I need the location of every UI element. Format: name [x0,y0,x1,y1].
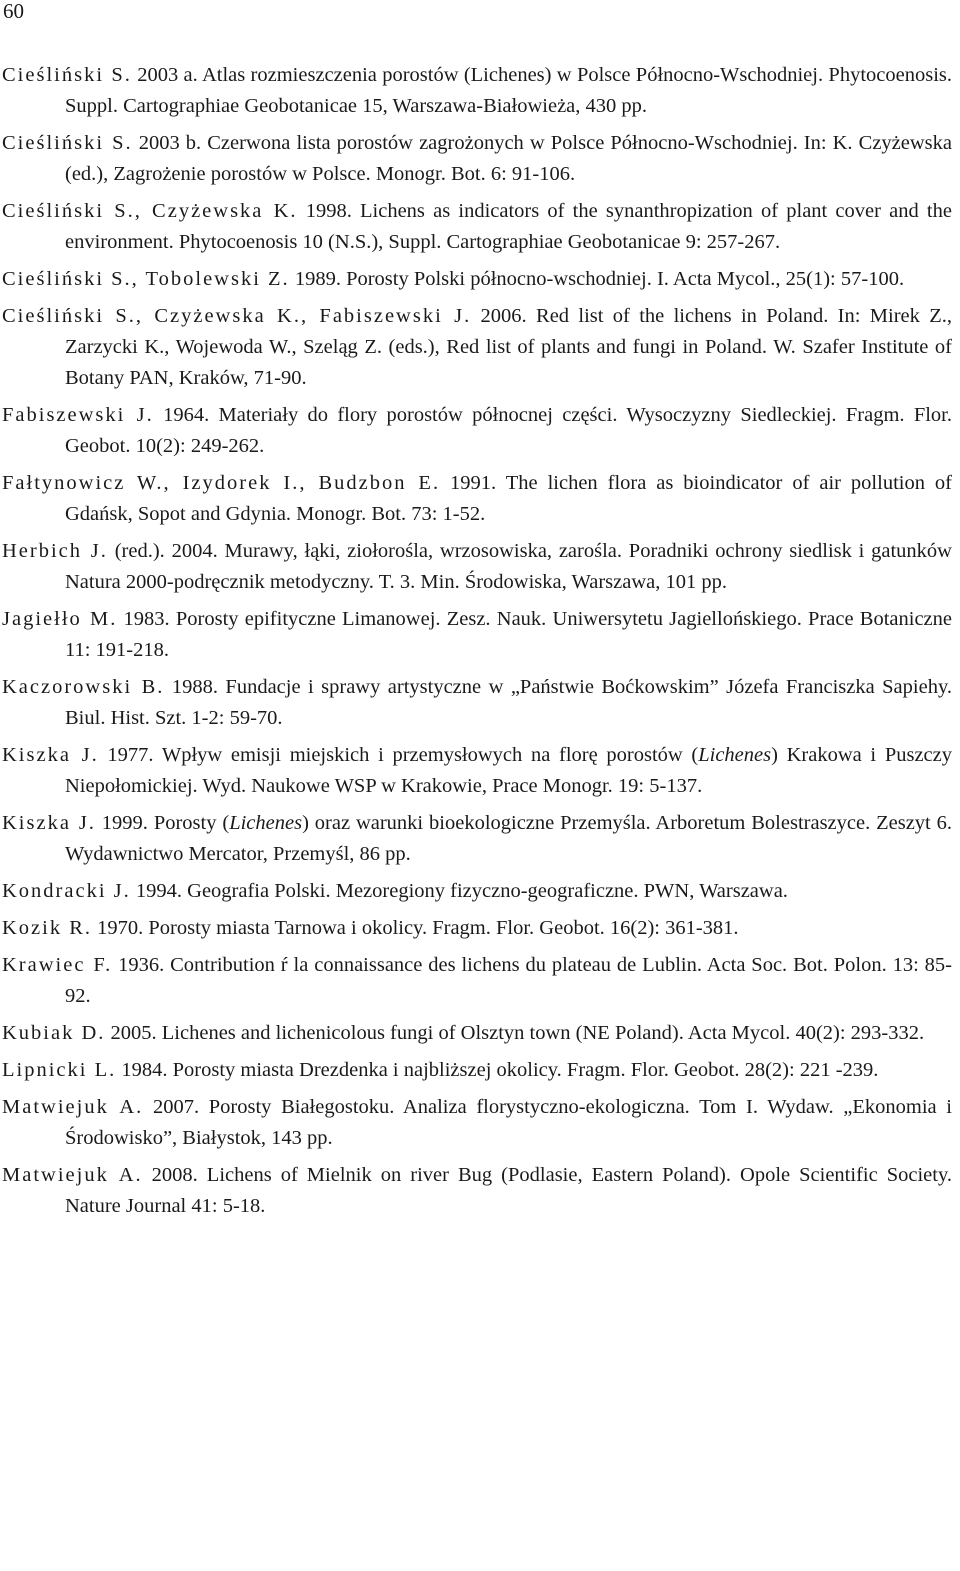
reference-author: Herbich J. [2,540,108,562]
reference-entry [2,740,952,802]
reference-entry [2,468,952,530]
reference-italic-taxon: Lichenes [698,744,772,766]
reference-text: 2003 b. Czerwona lista porostów zagrożonych w Polsce Północno-Wschodniej. In: K. Czyżewska (ed.), Zagrożenie porostów w Polsce. Monogr. Bot. 6: 91-106. [65,132,952,185]
reference-entry [2,196,952,258]
reference-text: 1989. Porosty Polski północno-wschodniej. I. Acta Mycol., 25(1): 57-100. [289,268,905,290]
reference-entry [2,60,952,122]
reference-text: (red.). 2004. Murawy, łąki, ziołorośla, wrzosowiska, zarośla. Poradniki ochrony siedlisk i gatunków Natura 2000-podręcznik metodyczny. T. 3. Min. Środowiska, Warszawa, 101 pp. [65,540,952,593]
reference-text: 1998. Lichens as indicators of the synanthropization of plant cover and the environment. Phytocoenosis 10 (N.S.), Suppl. Cartographiae Geobotanicae 9: 257-267. [65,200,952,253]
reference-text: 1991. The lichen flora as bioindicator of air pollution of Gdańsk, Sopot and Gdynia. Monogr. Bot. 73: 1-52. [65,472,952,525]
reference-author: Cieśliński S. [2,132,133,154]
reference-author: Kaczorowski B. [2,676,165,698]
page-number: 60 [3,0,24,23]
reference-author: Kiszka J. [2,744,99,766]
reference-entry [2,604,952,666]
reference-author: Matwiejuk A. [2,1096,144,1118]
reference-author: Lipnicki L. [2,1059,117,1081]
reference-author: Matwiejuk A. [2,1164,143,1186]
reference-author: Cieśliński S., Czyżewska K. [2,200,298,222]
reference-text: 1988. Fundacje i sprawy artystyczne w „Państwie Boćkowskim” Józefa Franciszka Sapiehy. Biul. Hist. Szt. 1-2: 59-70. [65,676,952,729]
reference-text [65,744,952,797]
reference-author: Cieśliński S. [2,64,132,86]
reference-text: 1994. Geografia Polski. Mezoregiony fizyczno-geograficzne. PWN, Warszawa. [130,880,788,902]
reference-entry [2,1018,952,1049]
reference-author: Kiszka J. [2,812,96,834]
reference-text: 2006. Red list of the lichens in Poland. In: Mirek Z., Zarzycki K., Wojewoda W., Szeląg Z. (eds.), Red list of plants and fungi in Poland. W. Szafer Institute of Botany PAN, Kraków, 71-90. [65,305,952,389]
reference-author: Kubiak D. [2,1022,106,1044]
reference-author: Jagiełło M. [2,608,118,630]
reference-text: 1983. Porosty epifityczne Limanowej. Zesz. Nauk. Uniwersytetu Jagiellońskiego. Prace Botaniczne 11: 191-218. [65,608,953,661]
reference-text [65,812,952,865]
reference-text: 2003 a. Atlas rozmieszczenia porostów (Lichenes) w Polsce Północno-Wschodniej. Phytocoenosis. Suppl. Cartographiae Geobotanicae 15, Warszawa-Białowieża, 430 pp. [65,64,953,117]
reference-text: 2007. Porosty Białegostoku. Analiza florystyczno-ekologiczna. Tom I. Wydaw. „Ekonomia i Środowisko”, Białystok, 143 pp. [65,1096,952,1149]
reference-entry [2,672,952,734]
reference-author: Cieśliński S., Czyżewska K., Fabiszewski J. [2,305,472,327]
reference-text: 2008. Lichens of Mielnik on river Bug (Podlasie, Eastern Poland). Opole Scientific Society. Nature Journal 41: 5-18. [65,1164,952,1217]
reference-text-part: 1977. Wpływ emisji miejskich i przemysłowych na florę porostów ( [98,744,699,766]
reference-italic-taxon: Lichenes [229,812,303,834]
reference-text: 1984. Porosty miasta Drezdenka i najbliższej okolicy. Fragm. Flor. Geobot. 28(2): 221 -239. [116,1059,879,1081]
reference-entry [2,1055,952,1086]
reference-text-part: ) Krakowa i Puszczy Niepołomickiej. Wyd. Naukowe WSP w Krakowie, Prace Monogr. 19: 5-137. [65,744,952,797]
reference-author: Krawiec F. [2,954,113,976]
reference-list [2,60,952,1228]
reference-entry [2,1160,952,1222]
reference-entry [2,264,952,295]
reference-author: Fałtynowicz W., Izydorek I., Budzbon E. [2,472,441,494]
reference-entry [2,1092,952,1154]
reference-text-part: 1999. Porosty ( [95,812,230,834]
reference-entry [2,876,952,907]
reference-text: 1964. Materiały do flory porostów północnej części. Wysoczyzny Siedleckiej. Fragm. Flor. Geobot. 10(2): 249-262. [65,404,952,457]
reference-entry [2,536,952,598]
reference-text-part: ) oraz warunki bioekologiczne Przemyśla. Arboretum Bolestraszyce. Zeszyt 6. Wydawnictwo Mercator, Przemyśl, 86 pp. [65,812,953,865]
reference-author: Fabiszewski J. [2,404,154,426]
reference-text: 1936. Contribution ŕ la connaissance des lichens du plateau de Lublin. Acta Soc. Bot. Polon. 13: 85-92. [65,954,953,1007]
reference-author: Cieśliński S., Tobolewski Z. [2,268,290,290]
reference-entry [2,128,952,190]
reference-text: 2005. Lichenes and lichenicolous fungi of Olsztyn town (NE Poland). Acta Mycol. 40(2): 293-332. [105,1022,925,1044]
reference-entry [2,301,952,394]
reference-text: 1970. Porosty miasta Tarnowa i okolicy. Fragm. Flor. Geobot. 16(2): 361-381. [92,917,739,939]
reference-author: Kondracki J. [2,880,131,902]
reference-entry [2,950,952,1012]
reference-entry [2,913,952,944]
reference-author: Kozik R. [2,917,93,939]
reference-entry [2,400,952,462]
reference-entry [2,808,952,870]
